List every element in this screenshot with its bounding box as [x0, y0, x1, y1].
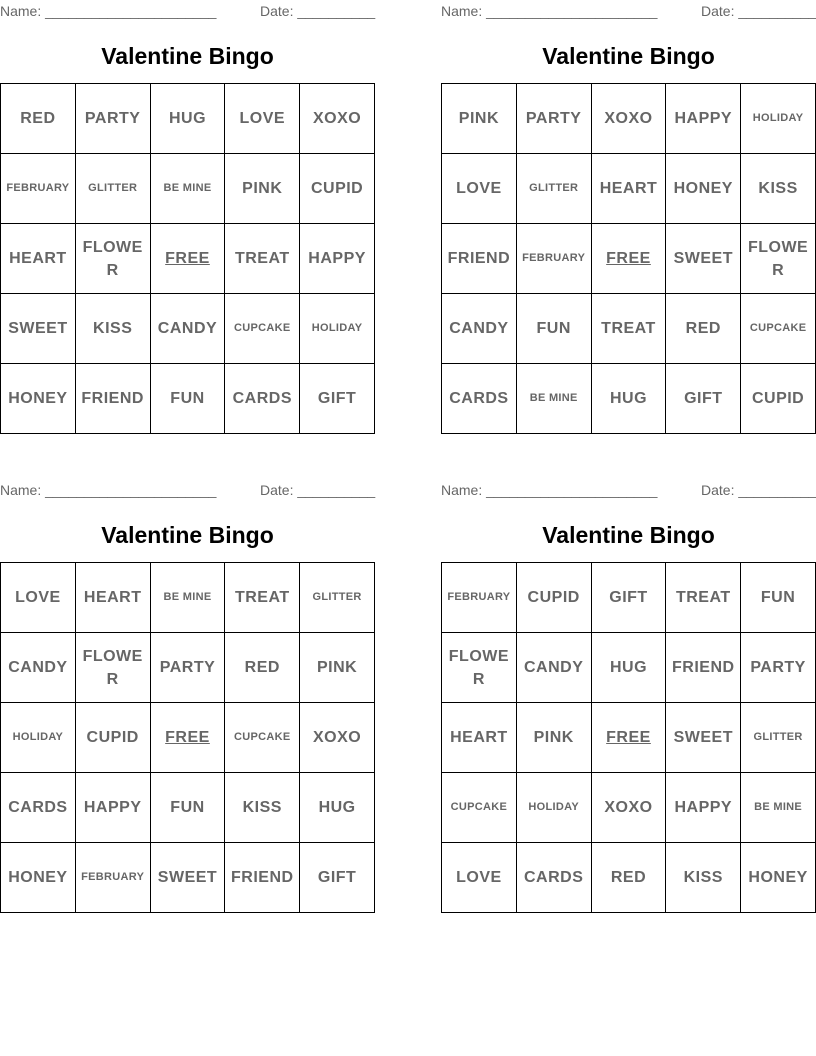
bingo-cell: FRIEND	[225, 843, 300, 913]
date-field: Date: __________	[260, 3, 376, 19]
bingo-cell: GLITTER	[300, 563, 375, 633]
bingo-cell: TREAT	[225, 563, 300, 633]
bingo-cell: GIFT	[666, 364, 741, 434]
bingo-cell: FUN	[517, 294, 592, 364]
bingo-cell: PARTY	[76, 84, 151, 154]
bingo-cell: HONEY	[1, 843, 76, 913]
bingo-cell: FRIEND	[666, 633, 741, 703]
bingo-cell: CARDS	[442, 364, 517, 434]
bingo-cell: CUPCAKE	[741, 294, 816, 364]
bingo-cell: CANDY	[442, 294, 517, 364]
bingo-cell: BE MINE	[741, 773, 816, 843]
bingo-cell: TREAT	[592, 294, 667, 364]
bingo-cell: LOVE	[442, 843, 517, 913]
name-field: Name: ______________________	[441, 3, 658, 19]
bingo-cell: TREAT	[225, 224, 300, 294]
bingo-cell: RED	[666, 294, 741, 364]
bingo-cell: RED	[1, 84, 76, 154]
bingo-cell: SWEET	[1, 294, 76, 364]
bingo-cell: HONEY	[666, 154, 741, 224]
card-title: Valentine Bingo	[542, 43, 715, 69]
bingo-cell: SWEET	[151, 843, 226, 913]
bingo-cell: CANDY	[1, 633, 76, 703]
bingo-cell: GIFT	[592, 563, 667, 633]
bingo-cell: HUG	[592, 364, 667, 434]
bingo-cell: FRIEND	[442, 224, 517, 294]
name-field: Name: ______________________	[441, 482, 658, 498]
bingo-cell: XOXO	[300, 84, 375, 154]
bingo-cell: GIFT	[300, 843, 375, 913]
bingo-cell: KISS	[741, 154, 816, 224]
bingo-cell: FEBRUARY	[442, 563, 517, 633]
date-field: Date: __________	[701, 482, 816, 498]
bingo-grid	[0, 562, 375, 913]
bingo-cell: XOXO	[300, 703, 375, 773]
name-field: Name: ______________________	[0, 3, 217, 19]
bingo-cell: CARDS	[1, 773, 76, 843]
bingo-cell: FUN	[151, 364, 226, 434]
bingo-card-4	[441, 479, 816, 914]
bingo-cell: PARTY	[151, 633, 226, 703]
card-title: Valentine Bingo	[542, 522, 715, 548]
name-field: Name: ______________________	[0, 482, 217, 498]
bingo-cell: HAPPY	[300, 224, 375, 294]
bingo-cell: CARDS	[517, 843, 592, 913]
bingo-cell: HUG	[151, 84, 226, 154]
bingo-cell: HAPPY	[76, 773, 151, 843]
free-space-cell: FREE	[592, 703, 667, 773]
bingo-cell: CARDS	[225, 364, 300, 434]
bingo-card-1	[0, 0, 375, 435]
free-space-cell: FREE	[151, 224, 226, 294]
bingo-cell: HAPPY	[666, 84, 741, 154]
bingo-cell: HEART	[442, 703, 517, 773]
bingo-cell: HOLIDAY	[1, 703, 76, 773]
bingo-cell: HONEY	[1, 364, 76, 434]
bingo-cell: BE MINE	[517, 364, 592, 434]
card-title: Valentine Bingo	[101, 522, 274, 548]
bingo-grid	[0, 83, 375, 434]
bingo-cell: FLOWER	[76, 633, 151, 703]
bingo-cell: FEBRUARY	[76, 843, 151, 913]
bingo-cell: FLOWER	[76, 224, 151, 294]
bingo-cell: HEART	[76, 563, 151, 633]
bingo-cell: PINK	[517, 703, 592, 773]
bingo-cell: GIFT	[300, 364, 375, 434]
bingo-cell: FUN	[741, 563, 816, 633]
bingo-cell: HAPPY	[666, 773, 741, 843]
bingo-cell: CUPID	[741, 364, 816, 434]
bingo-cell: LOVE	[442, 154, 517, 224]
bingo-cell: FLOWER	[741, 224, 816, 294]
bingo-grid	[441, 562, 816, 913]
bingo-cell: HOLIDAY	[300, 294, 375, 364]
bingo-cell: FRIEND	[76, 364, 151, 434]
bingo-cell: BE MINE	[151, 154, 226, 224]
date-field: Date: __________	[701, 3, 816, 19]
free-space-cell: FREE	[592, 224, 667, 294]
bingo-cell: SWEET	[666, 703, 741, 773]
bingo-cell: RED	[592, 843, 667, 913]
date-field: Date: __________	[260, 482, 376, 498]
name-date-row	[0, 481, 375, 499]
bingo-cell: PARTY	[517, 84, 592, 154]
bingo-cell: LOVE	[225, 84, 300, 154]
bingo-cell: GLITTER	[741, 703, 816, 773]
bingo-cell: FLOWER	[442, 633, 517, 703]
bingo-card-2	[441, 0, 816, 435]
bingo-cell: HOLIDAY	[517, 773, 592, 843]
bingo-cell: GLITTER	[76, 154, 151, 224]
name-date-row	[441, 2, 816, 20]
name-date-row	[0, 2, 375, 20]
bingo-cell: HEART	[592, 154, 667, 224]
bingo-cell: PINK	[300, 633, 375, 703]
bingo-cell: XOXO	[592, 773, 667, 843]
bingo-cell: HONEY	[741, 843, 816, 913]
bingo-card-3	[0, 479, 375, 914]
bingo-cell: CANDY	[517, 633, 592, 703]
bingo-cell: FUN	[151, 773, 226, 843]
bingo-cell: LOVE	[1, 563, 76, 633]
bingo-cell: HUG	[592, 633, 667, 703]
bingo-cell: FEBRUARY	[1, 154, 76, 224]
bingo-cell: SWEET	[666, 224, 741, 294]
name-date-row	[441, 481, 816, 499]
bingo-grid	[441, 83, 816, 434]
bingo-cell: FEBRUARY	[517, 224, 592, 294]
bingo-cell: HUG	[300, 773, 375, 843]
bingo-cell: KISS	[225, 773, 300, 843]
bingo-cell: HEART	[1, 224, 76, 294]
bingo-cell: CANDY	[151, 294, 226, 364]
free-space-cell: FREE	[151, 703, 226, 773]
bingo-cell: PINK	[442, 84, 517, 154]
bingo-cell: KISS	[666, 843, 741, 913]
bingo-cell: CUPCAKE	[225, 294, 300, 364]
bingo-cell: BE MINE	[151, 563, 226, 633]
bingo-cell: GLITTER	[517, 154, 592, 224]
bingo-cell: TREAT	[666, 563, 741, 633]
bingo-cell: HOLIDAY	[741, 84, 816, 154]
card-title: Valentine Bingo	[101, 43, 274, 69]
bingo-cell: XOXO	[592, 84, 667, 154]
bingo-cell: KISS	[76, 294, 151, 364]
bingo-cell: CUPID	[517, 563, 592, 633]
bingo-cell: PINK	[225, 154, 300, 224]
bingo-cell: CUPCAKE	[225, 703, 300, 773]
bingo-cell: CUPCAKE	[442, 773, 517, 843]
bingo-cell: RED	[225, 633, 300, 703]
bingo-cell: CUPID	[76, 703, 151, 773]
bingo-cell: CUPID	[300, 154, 375, 224]
bingo-cell: PARTY	[741, 633, 816, 703]
